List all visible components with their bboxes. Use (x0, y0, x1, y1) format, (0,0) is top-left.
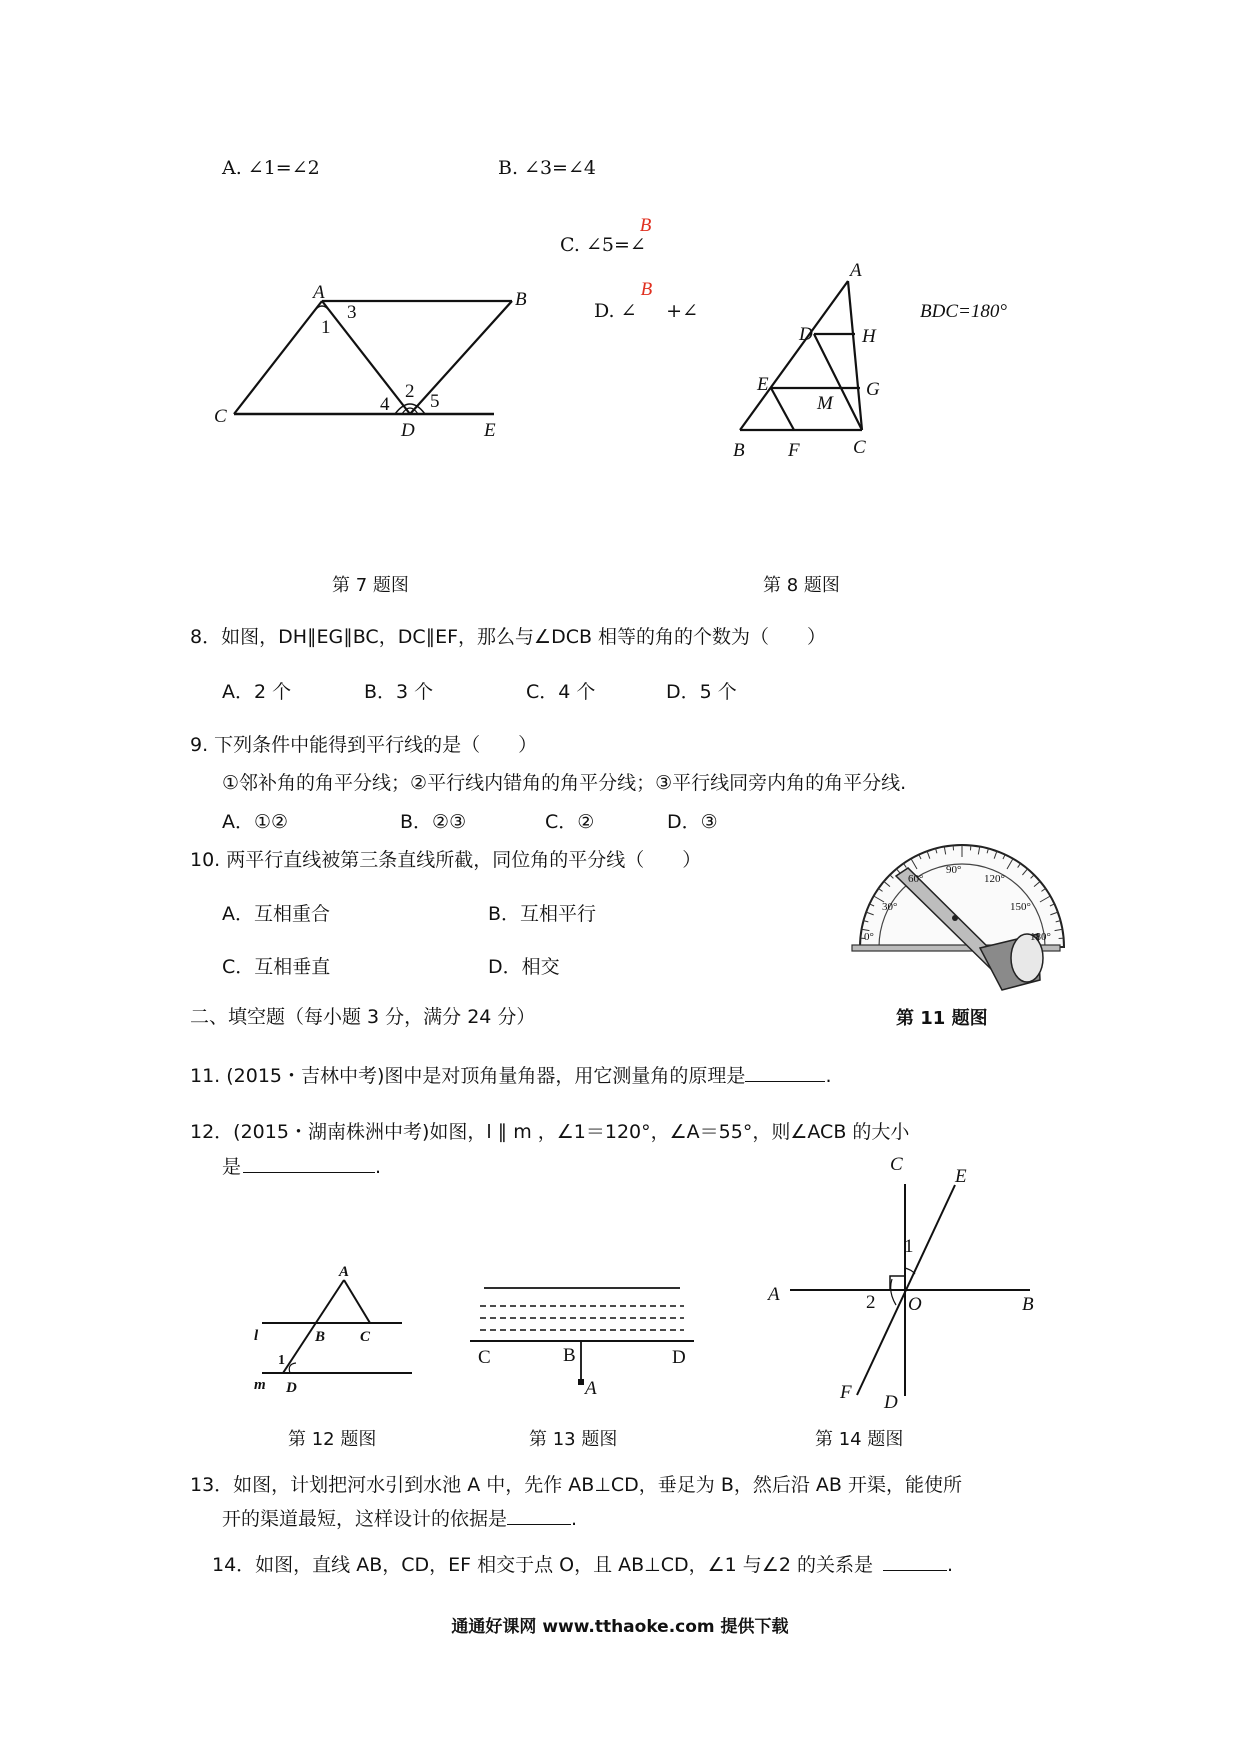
fig12-label-a: A (339, 1264, 350, 1280)
q9-option-b: B．②③ (400, 811, 467, 833)
fig14-angle-1: 1 (904, 1236, 914, 1257)
q7-option-c-red-letter: B (639, 215, 652, 236)
fig12-angle-1: 1 (278, 1353, 285, 1368)
q7-option-b: B. ∠3=∠4 (498, 157, 596, 179)
q10-option-a: A．互相重合 (222, 903, 330, 925)
fig12-label-c: C (360, 1329, 371, 1345)
q14 (212, 1552, 953, 1577)
q10-option-c: C．互相垂直 (222, 956, 331, 978)
fig7-angle-2: 2 (405, 381, 415, 402)
q9-option-d: D．③ (667, 811, 718, 833)
caption-fig8: 第 8 题图 (763, 575, 840, 596)
section-2-heading: 二、填空题（每小题 3 分，满分 24 分） (190, 1006, 536, 1028)
q14-stem: 14．如图，直线 AB，CD，EF 相交于点 O，且 AB⊥CD，∠1 与∠2 的关系是 (212, 1554, 879, 1576)
q14-end: . (947, 1554, 954, 1576)
fig14-label-f: F (840, 1382, 852, 1403)
q9-detail: ①邻补角的角平分线；②平行线内错角的角平分线；③平行线同旁内角的角平分线. (222, 772, 907, 794)
q13-line2 (222, 1506, 577, 1531)
fig8-label-b: B (733, 440, 745, 461)
fig14-angle-2: 2 (866, 1292, 876, 1313)
caption-fig13: 第 13 题图 (529, 1429, 618, 1450)
q8-option-a: A．2 个 (222, 681, 292, 703)
q7-option-a: A. ∠1=∠2 (222, 157, 320, 179)
fig12-label-d: D (286, 1380, 297, 1396)
fig14-label-o: O (908, 1294, 922, 1315)
fig8-label-f: F (788, 440, 800, 461)
fig12-label-b: B (315, 1329, 326, 1345)
fig7-label-e: E (484, 420, 496, 441)
caption-fig14: 第 14 题图 (815, 1429, 904, 1450)
q14-answer-blank[interactable] (883, 1552, 947, 1571)
fig11-deg-30: 30° (882, 901, 898, 913)
fig14-label-c: C (890, 1154, 903, 1175)
q8-option-b: B．3 个 (364, 681, 434, 703)
fig7-angle-4: 4 (380, 394, 390, 415)
fig11-deg-150: 150° (1010, 901, 1031, 913)
q12-end: . (375, 1156, 382, 1178)
fig12-label-m: m (254, 1377, 266, 1393)
q9-stem: 9. 下列条件中能得到平行线的是（ ） (190, 734, 538, 756)
fig13-label-c: C (478, 1347, 491, 1368)
fig13-label-b: B (563, 1345, 576, 1366)
fig11-deg-60: 60° (908, 873, 924, 885)
fig8-label-d: D (799, 324, 813, 345)
q7-option-d-mid: +∠ (666, 300, 699, 322)
fig14-right-angle (890, 1276, 905, 1290)
q8-stem: 8．如图，DH∥EG∥BC，DC∥EF，那么与∠DCB 相等的角的个数为（ ） (190, 626, 827, 648)
q10-stem: 10. 两平行直线被第三条直线所截，同位角的平分线（ ） (190, 849, 702, 871)
q11-end: . (825, 1065, 832, 1087)
q8-option-d: D．5 个 (666, 681, 737, 703)
fig11-deg-0: 0° (864, 931, 874, 943)
q7-option-d-text: D. ∠ (594, 300, 637, 322)
fig11-deg-90: 90° (946, 864, 962, 876)
caption-fig12: 第 12 题图 (288, 1429, 377, 1450)
fig11-deg-180: 180° (1030, 931, 1051, 943)
fig7-angle-3: 3 (347, 302, 357, 323)
fig8-label-c: C (853, 437, 866, 458)
q9-option-c: C．② (545, 811, 595, 833)
fig14-label-b: B (1022, 1294, 1034, 1315)
q10-option-b: B．互相平行 (488, 903, 597, 925)
q13-line1: 13．如图，计划把河水引到水池 A 中，先作 AB⊥CD，垂足为 B，然后沿 AB 开渠，能使所 (190, 1474, 962, 1496)
fig13-label-a: A (585, 1378, 597, 1399)
fig7-label-d: D (401, 420, 415, 441)
caption-fig11: 第 11 题图 (896, 1008, 988, 1029)
fig14-arc-2 (891, 1279, 896, 1305)
fig7-angle-1: 1 (321, 317, 331, 338)
fig7-label-b: B (515, 289, 527, 310)
q13-answer-blank[interactable] (507, 1506, 571, 1525)
fig8-label-a: A (850, 260, 862, 281)
fig8-label-h: H (862, 326, 876, 347)
q8-option-c: C．4 个 (526, 681, 596, 703)
q13-end: . (571, 1508, 578, 1530)
q10-option-d: D．相交 (488, 956, 560, 978)
q13-line2-text: 开的渠道最短，这样设计的依据是 (222, 1508, 508, 1530)
fig8-label-g: G (866, 379, 880, 400)
q7-option-d-suffix-text: BDC=180° (920, 301, 1007, 322)
page-footer: 通通好课网 www.tthaoke.com 提供下载 (451, 1617, 789, 1637)
q12-line2-text: 是 (222, 1156, 242, 1178)
q9-option-a: A．①② (222, 811, 289, 833)
fig14-label-d: D (884, 1392, 898, 1413)
fig7-label-c: C (214, 406, 227, 427)
q12-line1: 12．(2015・湖南株洲中考)如图，l ∥ m ，∠1＝120°，∠A＝55°，则∠ACB 的大小 (190, 1121, 910, 1143)
fig12-label-l: l (254, 1328, 259, 1344)
caption-fig7: 第 7 题图 (332, 575, 409, 596)
fig11-deg-120: 120° (984, 873, 1005, 885)
fig14-label-e: E (955, 1166, 967, 1187)
fig8-label-m: M (817, 393, 833, 414)
fig14-label-a: A (768, 1284, 780, 1305)
q7-option-d-red-letter: B (640, 279, 653, 300)
fig7-angle-5: 5 (430, 391, 440, 412)
fig8-label-e: E (757, 374, 769, 395)
q11-stem: 11. (2015・吉林中考)图中是对顶角量角器，用它测量角的原理是 (190, 1065, 746, 1087)
fig14-arc-1 (905, 1268, 915, 1274)
fig13-label-d: D (672, 1347, 686, 1368)
q7-option-c-text: C. ∠5=∠ (560, 234, 646, 256)
fig7-label-a: A (313, 282, 325, 303)
